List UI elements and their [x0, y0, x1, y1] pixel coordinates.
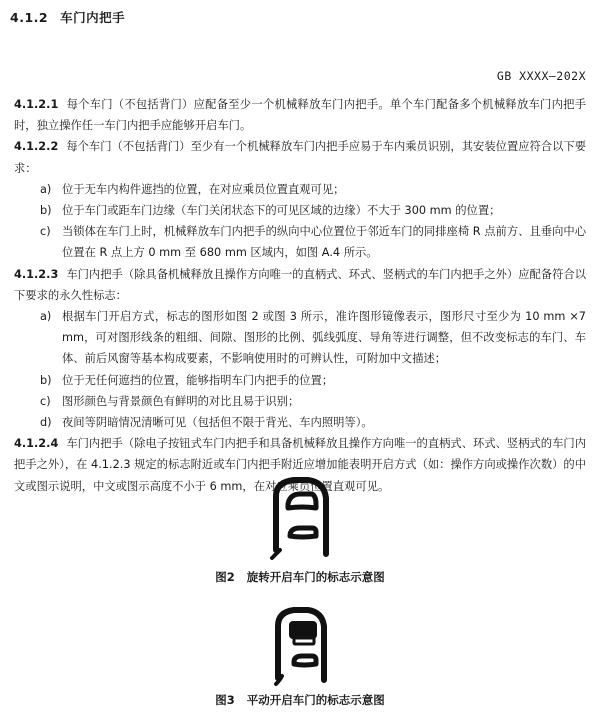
list-item: [14, 179, 586, 200]
list-marker: a): [40, 182, 52, 196]
list-text: 夜间等阴暗情况清晰可见（包括但不限于背光、车内照明等）。: [62, 416, 373, 430]
figure-number: 图2: [215, 570, 235, 584]
list-item: [14, 391, 586, 412]
figure-2-caption: [0, 569, 600, 585]
clause-text: 车门内把手（除具备机械释放且操作方向唯一的直柄式、环式、竖柄式的车门内把手之外）应配备符合以下要求的永久性标志：: [14, 267, 586, 302]
clause-text: 每个车门（不包括背门）至少有一个机械释放车门内把手应易于车内乘员识别，其安装位置应符合以下要求：: [14, 140, 586, 175]
section-heading: [10, 8, 125, 26]
list-marker: d): [40, 416, 52, 430]
list-text: 位于车门或距车门边缘（车门关闭状态下的可见区域的边缘）不大于 300 mm 的位置；: [62, 204, 501, 218]
clause-number: 4.1.2.3: [14, 267, 59, 281]
clause-number: 4.1.2.4: [14, 437, 59, 451]
figure-3-caption: [0, 692, 600, 708]
list-text: 图形颜色与背景颜色有鲜明的对比且易于识别；: [62, 394, 300, 408]
standard-number: GB XXXX—202X: [496, 69, 586, 83]
list-item: [14, 370, 586, 391]
rotating-door-symbol-icon: [266, 474, 334, 562]
list-item: [14, 200, 586, 221]
list-text: 位于无车内构件遮挡的位置，在对应乘员位置直观可见；: [62, 182, 345, 196]
figure-title: 旋转开启车门的标志示意图: [246, 570, 385, 584]
clause-number: 4.1.2.1: [14, 98, 59, 111]
list-marker: c): [40, 394, 51, 408]
list-marker: c): [40, 225, 51, 239]
section-title: 车门内把手: [60, 10, 126, 25]
list-text: 位于无任何遮挡的位置，能够指明车门内把手的位置；: [62, 373, 334, 387]
figure-number: 图3: [215, 693, 235, 707]
section-number: 4.1.2: [10, 10, 49, 25]
list-marker: a): [40, 310, 52, 324]
list-item: [14, 221, 586, 263]
document-body: [14, 94, 586, 497]
clause-number: 4.1.2.2: [14, 140, 59, 154]
list-text: 根据车门开启方式，标志的图形如图 2 或图 3 所示，准许图形镜像表示，图形尺寸至少为 10 mm ×7 mm，可对图形线条的粗细、间隙、图形的比例、弧线弧度、导角等进行调整，但不改变标志的车门、车体、前后风窗等基本构成要素，不影响使用时的可辨认性，可附加中文描述；: [62, 310, 586, 366]
list-text: 当锁体在车门上时，机械释放车门内把手的纵向中心位置位于邻近车门的同排座椅 R 点前方、且垂向中心位置在 R 点上方 0 mm 至 680 mm 区域内，如图 A.4 所示。: [62, 225, 586, 260]
clause-4-1-2-1: [14, 94, 586, 136]
clause-text: 每个车门（不包括背门）应配备至少一个机械释放车门内把手。单个车门配备多个机械释放车门内把手时，独立操作任一车门内把手应能够开启车门。: [14, 98, 586, 133]
clause-4-1-2-3: [14, 264, 586, 306]
sliding-door-symbol-icon: [268, 604, 332, 686]
list-marker: b): [40, 373, 52, 387]
list-marker: b): [40, 204, 52, 218]
figure-title: 平动开启车门的标志示意图: [246, 693, 385, 707]
list-item: [14, 306, 586, 370]
clause-text: 车门内把手（除电子按钮式车门内把手和具备机械释放且操作方向唯一的直柄式、环式、竖柄式的车门内把手之外），在 4.1.2.3 规定的标志附近或车门内把手附近应增加能表明开启方式（如：操作方向或操作次数）的中文或图示说明，中文或图示高度不小于 6 mm，在对应乘员位置直观可见。: [14, 437, 587, 493]
list-item: [14, 412, 586, 433]
clause-4-1-2-2: [14, 136, 586, 178]
